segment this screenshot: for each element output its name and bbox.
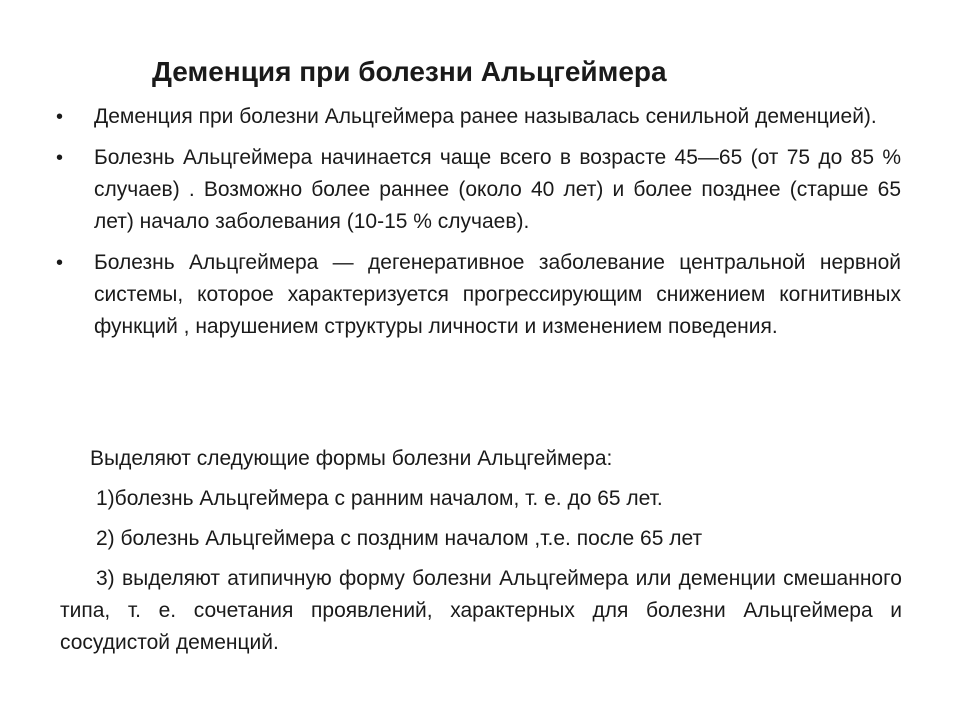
forms-intro: Выделяют следующие формы болезни Альцгеймера:: [90, 447, 613, 470]
bullet-icon: •: [56, 106, 64, 128]
bullet-icon: •: [56, 147, 64, 169]
form-item-atypical: 3) выделяют атипичную форму болезни Альцгеймера или деменции смешанного типа, т. е. сочетания проявлений, характерных для болезни Альцгеймера и сосудистой деменций.: [60, 567, 902, 654]
form-item-early-onset: 1)болезнь Альцгеймера с ранним началом, т. е. до 65 лет.: [96, 487, 663, 510]
form-item-late-onset: 2) болезнь Альцгеймера с поздним началом ,т.е. после 65 лет: [96, 527, 703, 550]
slide-title: Деменция при болезни Альцгеймера: [152, 56, 667, 87]
bullet-item: [56, 142, 901, 238]
bullet-icon: •: [56, 252, 64, 274]
bullet-text: Болезнь Альцгеймера начинается чаще всего в возрасте 45—65 (от 75 до 85 % случаев) . Возможно более раннее (около 40 лет) и более позднее (старше 65 лет) начало заболевания (10-15 % случаев).: [94, 146, 901, 233]
bullet-item: [56, 101, 901, 133]
bullet-text: Болезнь Альцгеймера — дегенеративное заболевание центральной нервной системы, которое характеризуется прогрессирующим снижением когнитивных функций , нарушением структуры личности и изменением поведения.: [94, 251, 901, 338]
forms-section: [60, 443, 902, 659]
bullet-text: Деменция при болезни Альцгеймера ранее называлась сенильной деменцией).: [94, 105, 877, 128]
bullet-item: [56, 247, 901, 343]
bullet-list: [56, 101, 901, 352]
